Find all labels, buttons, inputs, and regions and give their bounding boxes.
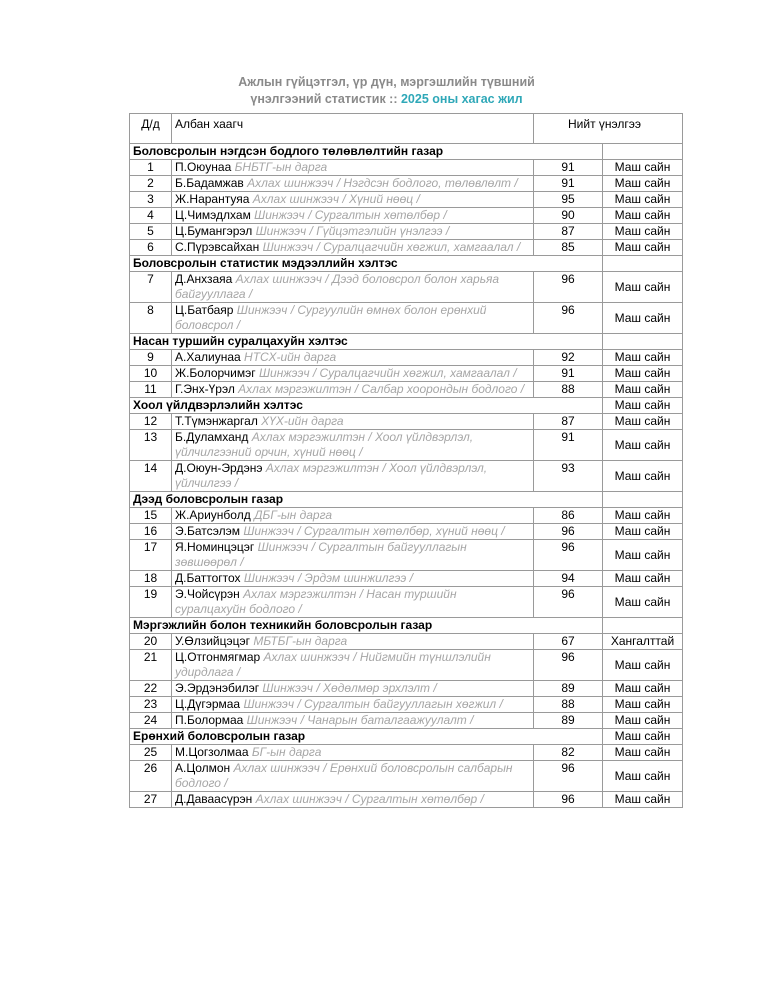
employee-cell [172,224,534,240]
employee-name: М.Цогзолмаа [175,745,249,759]
table-row [130,414,683,430]
employee-cell [172,524,534,540]
rating-label: Маш сайн [603,650,683,681]
employee-role: Шинжээч / Хөдөлмөр эрхлэлт / [262,681,437,695]
row-number: 18 [130,571,172,587]
header-num: Д/д [130,114,172,144]
total-score: 96 [534,761,603,792]
employee-role: Ахлах шинжээч / Нэгдсэн бодлого, төлөвлөлт / [247,176,518,190]
row-number: 15 [130,508,172,524]
table-row [130,366,683,382]
total-score: 87 [534,414,603,430]
table-row [130,160,683,176]
rating-label: Маш сайн [603,571,683,587]
employee-role: Ахлах шинжээч / Хүний нөөц / [252,192,420,206]
employee-role: Ахлах шинжээч / Нийгмийн түншлэлийн удирдлага / [175,650,491,679]
employee-cell [172,634,534,650]
employee-role: Шинжээч / Сургалтын байгууллагын зөвшөөрөл / [175,540,467,569]
section-rating [603,256,683,272]
employee-cell [172,761,534,792]
header-employee: Албан хаагч [172,114,534,144]
row-number: 10 [130,366,172,382]
total-score: 88 [534,697,603,713]
employee-role: Ахлах мэргэжилтэн / Хоол үйлдвэрлэл, үйлчилгээ / [175,461,488,490]
section-name: Боловсролын статистик мэдээллийн хэлтэс [130,256,603,272]
row-number: 27 [130,792,172,808]
row-number: 26 [130,761,172,792]
employee-cell [172,240,534,256]
table-row [130,697,683,713]
total-score: 89 [534,713,603,729]
rating-label: Маш сайн [603,713,683,729]
table-row [130,681,683,697]
employee-role: Ахлах мэргэжилтэн / Салбар хоорондын бодлого / [238,382,525,396]
total-score: 93 [534,461,603,492]
employee-role: НТСХ-ийн дарга [244,350,337,364]
employee-name: Д.Баттогтох [175,571,241,585]
section-name: Хоол үйлдвэрлэлийн хэлтэс [130,398,603,414]
employee-name: Ж.Болорчимэг [175,366,256,380]
employee-name: У.Өлзийцэцэг [175,634,250,648]
rating-label: Маш сайн [603,272,683,303]
employee-name: Т.Түмэнжаргал [175,414,258,428]
section-name: Мэргэжлийн болон техникийн боловсролын газар [130,618,603,634]
total-score: 88 [534,382,603,398]
total-score: 92 [534,350,603,366]
section-row [130,492,683,508]
row-number: 23 [130,697,172,713]
row-number: 6 [130,240,172,256]
table-row [130,350,683,366]
rating-label: Маш сайн [603,240,683,256]
row-number: 9 [130,350,172,366]
employee-role: Ахлах шинжээч / Сургалтын хөтөлбөр / [255,792,484,806]
employee-name: Д.Оюун-Эрдэнэ [175,461,263,475]
row-number: 17 [130,540,172,571]
total-score: 96 [534,587,603,618]
table-row [130,176,683,192]
employee-name: П.Болормаа [175,713,244,727]
employee-name: Д.Анхзаяа [175,272,233,286]
section-row [130,398,683,414]
row-number: 5 [130,224,172,240]
employee-role: Ахлах шинжээч / Ерөнхий боловсролын салбарын бодлого / [175,761,513,790]
rating-label: Маш сайн [603,745,683,761]
evaluation-table-body [130,114,683,808]
employee-cell [172,366,534,382]
employee-name: Б.Дуламханд [175,430,249,444]
employee-role: Шинжээч / Суралцагчийн хөгжил, хамгаалал / [262,240,521,254]
section-name: Боловсролын нэгдсэн бодлого төлөвлөлтийн газар [130,144,603,160]
table-row [130,524,683,540]
employee-cell [172,713,534,729]
row-number: 4 [130,208,172,224]
employee-cell [172,461,534,492]
rating-label: Маш сайн [603,792,683,808]
employee-cell [172,681,534,697]
section-row [130,334,683,350]
table-row [130,208,683,224]
row-number: 22 [130,681,172,697]
employee-cell [172,508,534,524]
section-row [130,729,683,745]
employee-name: Д.Даваасүрэн [175,792,253,806]
employee-cell [172,792,534,808]
section-rating: Маш сайн [603,398,683,414]
table-row [130,587,683,618]
employee-cell [172,272,534,303]
employee-name: Ц.Дүгэрмаа [175,697,241,711]
total-score: 94 [534,571,603,587]
section-row [130,618,683,634]
employee-name: Ц.Отгонмягмар [175,650,261,664]
employee-role: МБТБГ-ын дарга [253,634,348,648]
employee-cell [172,350,534,366]
row-number: 1 [130,160,172,176]
title-line-2-prefix: үнэлгээний статистик :: [250,92,401,106]
rating-label: Маш сайн [603,208,683,224]
table-row [130,571,683,587]
total-score: 95 [534,192,603,208]
employee-cell [172,697,534,713]
row-number: 25 [130,745,172,761]
employee-cell [172,540,534,571]
rating-label: Маш сайн [603,524,683,540]
rating-label: Хангалттай [603,634,683,650]
employee-name: Г.Энх-Үрэл [175,382,235,396]
rating-label: Маш сайн [603,430,683,461]
row-number: 3 [130,192,172,208]
employee-role: Шинжээч / Сургалтын байгууллагын хөгжил / [243,697,503,711]
employee-role: Ахлах мэргэжилтэн / Насан туршийн суралцахуйн бодлого / [175,587,457,616]
table-row [130,792,683,808]
employee-cell [172,650,534,681]
section-row [130,144,683,160]
section-rating: Маш сайн [603,729,683,745]
employee-role: БГ-ын дарга [251,745,322,759]
title-line-2 [0,91,773,108]
table-row [130,745,683,761]
section-name: Насан туршийн суралцахуйн хэлтэс [130,334,603,350]
title-line-1: Ажлын гүйцэтгэл, үр дүн, мэргэшлийн түвшний [238,75,535,89]
employee-role: Ахлах шинжээч / Дээд боловсрол болон харьяа байгууллага / [175,272,500,301]
section-rating [603,618,683,634]
total-score: 91 [534,176,603,192]
employee-role: БНБТГ-ын дарга [234,160,328,174]
employee-name: Ж.Нарантуяа [175,192,250,206]
employee-cell [172,587,534,618]
rating-label: Маш сайн [603,350,683,366]
row-number: 13 [130,430,172,461]
total-score: 82 [534,745,603,761]
employee-role: Шинжээч / Гүйцэтгэлийн үнэлгээ / [255,224,450,238]
employee-name: Я.Номинцэцэг [175,540,255,554]
rating-label: Маш сайн [603,414,683,430]
employee-cell [172,192,534,208]
employee-name: Ц.Батбаяр [175,303,234,317]
row-number: 8 [130,303,172,334]
total-score: 91 [534,430,603,461]
section-rating [603,334,683,350]
total-score: 85 [534,240,603,256]
employee-role: Шинжээч / Сургалтын хөтөлбөр, хүний нөөц / [243,524,505,538]
employee-name: А.Цолмон [175,761,231,775]
section-rating [603,492,683,508]
rating-label: Маш сайн [603,366,683,382]
table-row [130,303,683,334]
total-score: 96 [534,524,603,540]
employee-cell [172,430,534,461]
employee-cell [172,176,534,192]
employee-role: Шинжээч / Эрдэм шинжилгээ / [243,571,413,585]
employee-name: П.Оюунаа [175,160,232,174]
row-number: 21 [130,650,172,681]
header-score: Нийт үнэлгээ [534,114,683,144]
table-row [130,540,683,571]
employee-cell [172,303,534,334]
rating-label: Маш сайн [603,224,683,240]
employee-role: Шинжээч / Чанарын баталгаажуулалт / [246,713,474,727]
rating-label: Маш сайн [603,540,683,571]
rating-label: Маш сайн [603,382,683,398]
employee-name: С.Пүрэвсайхан [175,240,260,254]
employee-role: Шинжээч / Суралцагчийн хөгжил, хамгаалал / [258,366,517,380]
total-score: 96 [534,272,603,303]
total-score: 91 [534,366,603,382]
section-rating [603,144,683,160]
employee-name: Б.Бадамжав [175,176,244,190]
row-number: 24 [130,713,172,729]
total-score: 67 [534,634,603,650]
employee-name: Ц.Чимэдлхам [175,208,251,222]
employee-cell [172,745,534,761]
evaluation-table [129,113,683,808]
table-row [130,382,683,398]
employee-cell [172,414,534,430]
rating-label: Маш сайн [603,587,683,618]
table-row [130,461,683,492]
total-score: 96 [534,303,603,334]
employee-cell [172,208,534,224]
total-score: 87 [534,224,603,240]
table-row [130,508,683,524]
total-score: 96 [534,650,603,681]
row-number: 12 [130,414,172,430]
rating-label: Маш сайн [603,761,683,792]
section-name: Ерөнхий боловсролын газар [130,729,603,745]
employee-role: Шинжээч / Сургуулийн өмнөх болон ерөнхий боловсрол / [175,303,487,332]
total-score: 91 [534,160,603,176]
section-name: Дээд боловсролын газар [130,492,603,508]
employee-name: Э.Чойсүрэн [175,587,240,601]
row-number: 7 [130,272,172,303]
rating-label: Маш сайн [603,461,683,492]
employee-role: ХҮХ-ийн дарга [261,414,344,428]
row-number: 19 [130,587,172,618]
title-period: 2025 оны хагас жил [400,92,523,106]
rating-label: Маш сайн [603,697,683,713]
employee-name: Ц.Бумангэрэл [175,224,253,238]
employee-role: ДБГ-ын дарга [254,508,333,522]
rating-label: Маш сайн [603,192,683,208]
table-header-row [130,114,683,144]
document-title [0,74,773,108]
section-row [130,256,683,272]
rating-label: Маш сайн [603,508,683,524]
row-number: 11 [130,382,172,398]
table-row [130,761,683,792]
table-row [130,650,683,681]
row-number: 20 [130,634,172,650]
table-row [130,224,683,240]
total-score: 86 [534,508,603,524]
employee-cell [172,160,534,176]
row-number: 16 [130,524,172,540]
rating-label: Маш сайн [603,681,683,697]
rating-label: Маш сайн [603,160,683,176]
employee-name: Э.Батсэлэм [175,524,240,538]
table-row [130,713,683,729]
employee-role: Шинжээч / Сургалтын хөтөлбөр / [254,208,447,222]
employee-name: А.Халиунаа [175,350,241,364]
employee-cell [172,571,534,587]
employee-role: Ахлах мэргэжилтэн / Хоол үйлдвэрлэл, үйлчилгээний орчин, хүний нөөц / [175,430,474,459]
table-row [130,430,683,461]
employee-name: Э.Эрдэнэбилэг [175,681,260,695]
total-score: 89 [534,681,603,697]
employee-name: Ж.Ариунболд [175,508,251,522]
employee-cell [172,382,534,398]
row-number: 2 [130,176,172,192]
rating-label: Маш сайн [603,303,683,334]
total-score: 90 [534,208,603,224]
table-row [130,240,683,256]
table-row [130,192,683,208]
rating-label: Маш сайн [603,176,683,192]
total-score: 96 [534,792,603,808]
table-row [130,634,683,650]
table-row [130,272,683,303]
row-number: 14 [130,461,172,492]
total-score: 96 [534,540,603,571]
